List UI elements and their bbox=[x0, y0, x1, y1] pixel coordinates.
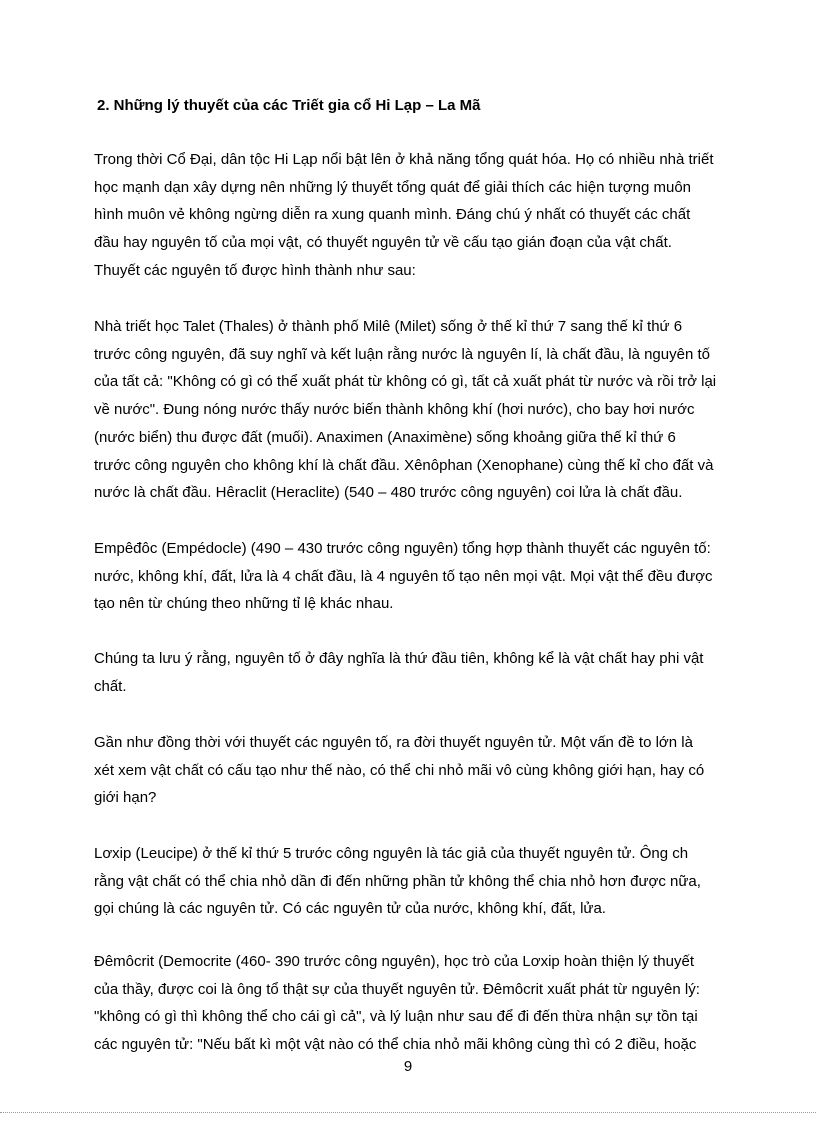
paragraph-line: nước là chất đầu. Hêraclit (Heraclite) (540 – 480 trước công nguyên) coi lửa là chất đầu. bbox=[94, 484, 683, 502]
paragraph-line: Chúng ta lưu ý rằng, nguyên tố ở đây nghĩa là thứ đầu tiên, không kể là vật chất hay phi vật bbox=[94, 650, 704, 667]
paragraph-line: chất. bbox=[94, 677, 127, 695]
paragraph-line: "không có gì thì không thể cho cái gì cả", và lý luận như sau để đi đến thừa nhận sự tồn tại bbox=[94, 1008, 698, 1026]
paragraph-line: về nước". Đung nóng nước thấy nước biến thành không khí (hơi nước), cho bay hơi nước bbox=[94, 401, 695, 419]
paragraph-2 bbox=[94, 313, 784, 507]
paragraph-line: Đêmôcrit (Democrite (460- 390 trước công nguyên), học trò của Lơxip hoàn thiện lý thuyết bbox=[94, 953, 694, 970]
paragraph-line: trước công nguyên, đã suy nghĩ và kết luận rằng nước là nguyên lí, là chất đầu, là nguyên tố bbox=[94, 345, 710, 363]
paragraph-3 bbox=[94, 535, 784, 618]
paragraph-line: của thầy, được coi là ông tổ thật sự của thuyết nguyên tử. Đêmôcrit xuất phát từ nguyên lý: bbox=[94, 980, 700, 998]
paragraph-line: hình muôn vẻ không ngừng diễn ra xung quanh mình. Đáng chú ý nhất có thuyết các chất bbox=[94, 206, 691, 224]
paragraph-4 bbox=[94, 645, 784, 700]
section-heading: 2. Những lý thuyết của các Triết gia cổ Hi Lạp – La Mã bbox=[97, 97, 481, 114]
paragraph-line: của tất cả: "Không có gì có thể xuất phát từ không có gì, tất cả xuất phát từ nước và rồi trở lại bbox=[94, 373, 717, 391]
page-bottom-divider bbox=[0, 1112, 816, 1113]
paragraph-6 bbox=[94, 840, 784, 923]
paragraph-line: học mạnh dạn xây dựng nên những lý thuyết tổng quát để giải thích các hiện tượng muôn bbox=[94, 178, 692, 196]
paragraph-line: gọi chúng là các nguyên tử. Có các nguyên tử của nước, không khí, đất, lửa. bbox=[94, 900, 606, 918]
paragraph-line: Empêđôc (Empédocle) (490 – 430 trước công nguyên) tổng hợp thành thuyết các nguyên tố: bbox=[94, 540, 711, 557]
paragraph-1 bbox=[94, 146, 784, 285]
paragraph-line: Thuyết các nguyên tố được hình thành như sau: bbox=[94, 261, 416, 279]
paragraph-line: tạo nên từ chúng theo những tỉ lệ khác nhau. bbox=[94, 595, 394, 613]
paragraph-5 bbox=[94, 729, 784, 812]
paragraph-line: nước, không khí, đất, lửa là 4 chất đầu, là 4 nguyên tố tạo nên mọi vật. Mọi vật thể đều được bbox=[94, 567, 713, 585]
paragraph-line: Gần như đồng thời với thuyết các nguyên tố, ra đời thuyết nguyên tử. Một vấn đề to lớn là bbox=[94, 734, 693, 751]
paragraph-line: các nguyên tử: "Nếu bất kì một vật nào có thể chia nhỏ mãi không cùng thì có 2 điều, hoặc bbox=[94, 1036, 697, 1054]
paragraph-line: đầu hay nguyên tố của mọi vật, có thuyết nguyên tử về cấu tạo gián đoạn của vật chất. bbox=[94, 234, 672, 252]
paragraph-line: Nhà triết học Talet (Thales) ở thành phố Milê (Milet) sống ở thế kỉ thứ 7 sang thế kỉ thứ 6 bbox=[94, 318, 683, 335]
paragraph-line: trước công nguyên cho không khí là chất đầu. Xênôphan (Xenophane) cùng thế kỉ cho đất và bbox=[94, 456, 714, 474]
paragraph-line: Trong thời Cổ Đại, dân tộc Hi Lạp nổi bật lên ở khả năng tổng quát hóa. Họ có nhiều nhà triết bbox=[94, 151, 714, 168]
page-number: 9 bbox=[403, 1058, 413, 1075]
paragraph-line: rằng vật chất có thể chia nhỏ dần đi đến những phần tử không thể chia nhỏ hơn được nữa, bbox=[94, 872, 701, 890]
paragraph-7 bbox=[94, 948, 784, 1059]
paragraph-line: Lơxip (Leucipe) ở thế kỉ thứ 5 trước công nguyên là tác giả của thuyết nguyên tử. Ông ch bbox=[94, 845, 689, 862]
paragraph-line: (nước biển) thu được đất (muối). Anaximen (Anaximène) sống khoảng giữa thế kỉ thứ 6 bbox=[94, 428, 676, 446]
paragraph-line: giới hạn? bbox=[94, 789, 157, 807]
paragraph-line: xét xem vật chất có cấu tạo như thế nào, có thể chi nhỏ mãi vô cùng không giới hạn, hay có bbox=[94, 761, 705, 779]
